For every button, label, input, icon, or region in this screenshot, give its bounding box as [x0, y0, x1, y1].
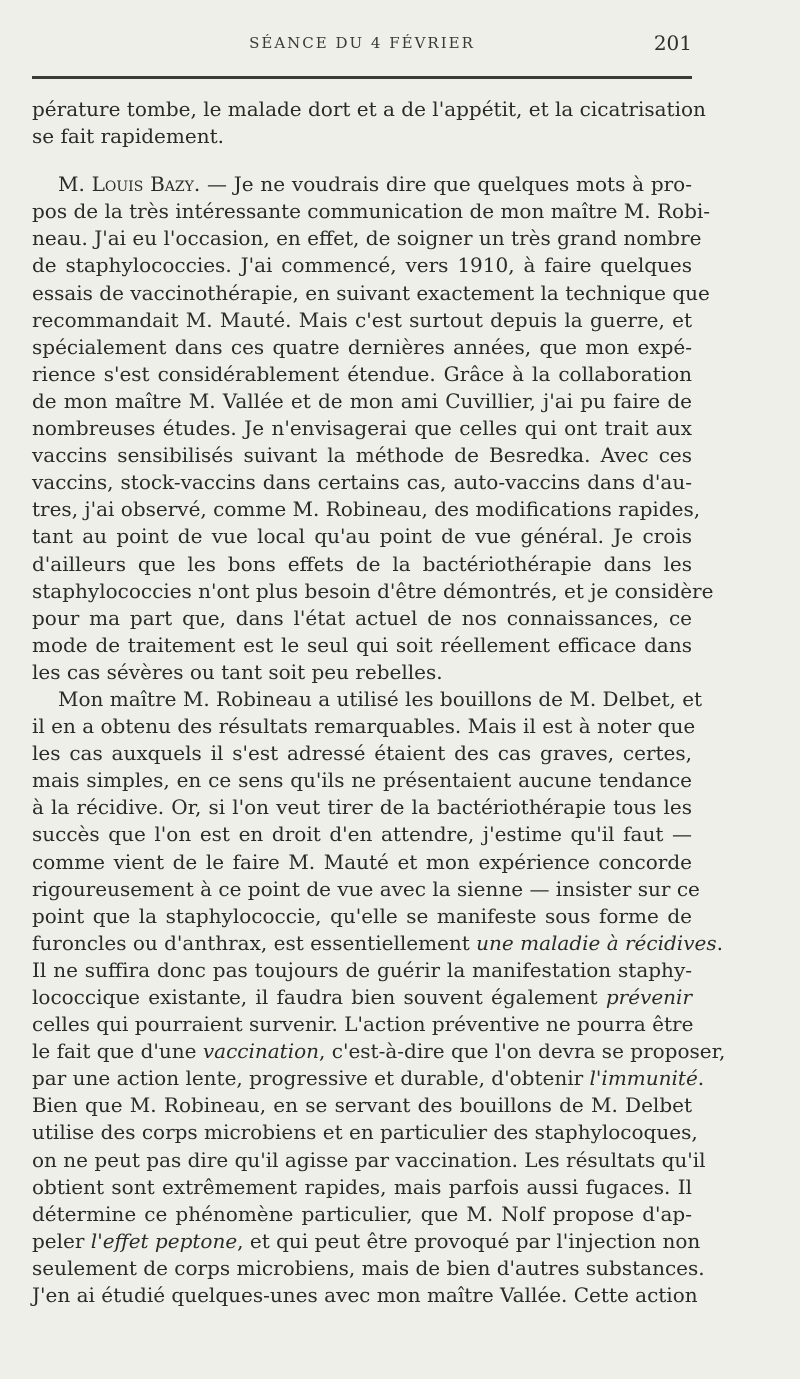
text-line: J'en ai étudié quelques-unes avec mon maître Vallée. Cette action: [32, 1283, 698, 1308]
text-line: rience s'est considérablement étendue. Grâce à la collaboration: [32, 361, 692, 386]
text-line: les cas sévères ou tant soit peu rebelles.: [32, 659, 443, 684]
text-line: seulement de corps microbiens, mais de bien d'autres substances.: [32, 1255, 705, 1280]
text-line: essais de vaccinothérapie, en suivant exactement la technique que: [32, 280, 710, 305]
text-line: utilise des corps microbiens et en particulier des staphylocoques,: [32, 1120, 698, 1145]
text-line: rigoureusement à ce point de vue avec la sienne — insister sur ce: [32, 876, 700, 901]
text-line: Mon maître M. Robineau a utilisé les bouillons de M. Delbet, et: [58, 686, 703, 711]
text-line: pérature tombe, le malade dort et a de l'appétit, et la cicatrisation: [32, 97, 706, 121]
text-line: le fait que d'une vaccination, c'est-à-dire que l'on devra se proposer,: [32, 1039, 726, 1064]
text-line: M. Louis Bazy. — Je ne voudrais dire que quelques mots à pro-: [58, 172, 692, 197]
text-line: mode de traitement est le seul qui soit réellement efficace dans: [32, 632, 692, 657]
text-line: se fait rapidement.: [32, 124, 224, 149]
text-line: détermine ce phénomène particulier, que M. Nolf propose d'ap-: [32, 1201, 692, 1226]
text-line: les cas auxquels il s'est adressé étaient des cas graves, certes,: [32, 741, 692, 766]
text-line: d'ailleurs que les bons effets de la bactériothérapie dans les: [32, 551, 692, 576]
paragraph: [32, 96, 706, 150]
text-line: Bien que M. Robineau, en se servant des bouillons de M. Delbet: [32, 1093, 692, 1118]
paragraph: [32, 171, 714, 686]
page-number: 201: [653, 31, 692, 55]
text-line: de staphylococcies. J'ai commencé, vers 1910, à faire quelques: [32, 253, 692, 278]
text-line: lococcique existante, il faudra bien souvent également prévenir: [32, 985, 692, 1009]
header-rule: [32, 76, 692, 79]
text-line: point que la staphylococcie, qu'elle se manifeste sous forme de: [32, 903, 692, 928]
text-line: pour ma part que, dans l'état actuel de nos connaissances, ce: [32, 605, 692, 630]
text-line: à la récidive. Or, si l'on veut tirer de la bactériothérapie tous les: [32, 795, 692, 820]
text-line: comme vient de le faire M. Mauté et mon expérience concorde: [32, 849, 692, 874]
text-line: il en a obtenu des résultats remarquables. Mais il est à noter que: [32, 714, 696, 739]
text-line: celles qui pourraient survenir. L'action préventive ne pourra être: [32, 1012, 694, 1037]
text-line: par une action lente, progressive et durable, d'obtenir l'immunité.: [32, 1066, 705, 1091]
text-line: tres, j'ai observé, comme M. Robineau, des modifications rapides,: [32, 497, 701, 522]
text-line: furoncles ou d'anthrax, est essentiellement une maladie à récidives.: [32, 930, 723, 955]
text-line: vaccins, stock-vaccins dans certains cas, auto-vaccins dans d'au-: [32, 470, 692, 495]
text-line: de mon maître M. Vallée et de mon ami Cuvillier, j'ai pu faire de: [32, 388, 692, 413]
text-line: pos de la très intéressante communication de mon maître M. Robi-: [32, 199, 711, 224]
text-line: succès que l'on est en droit d'en attendre, j'estime qu'il faut —: [32, 822, 692, 847]
text-line: on ne peut pas dire qu'il agisse par vaccination. Les résultats qu'il: [32, 1147, 706, 1172]
text-line: tant au point de vue local qu'au point de vue général. Je crois: [32, 524, 692, 549]
running-title: SÉANCE DU 4 FÉVRIER: [249, 34, 475, 52]
text-line: obtient sont extrêmement rapides, mais parfois aussi fugaces. Il: [32, 1174, 692, 1199]
text-line: neau. J'ai eu l'occasion, en effet, de soigner un très grand nombre: [32, 226, 702, 251]
text-line: Il ne suffira donc pas toujours de guérir la manifestation staphy-: [32, 957, 692, 982]
text-line: vaccins sensibilisés suivant la méthode de Besredka. Avec ces: [32, 443, 692, 468]
page-header: [32, 30, 692, 60]
text-line: mais simples, en ce sens qu'ils ne présentaient aucune tendance: [32, 768, 692, 793]
text-line: spécialement dans ces quatre dernières années, que mon expé-: [32, 334, 692, 359]
paragraph: [32, 686, 726, 1309]
text-line: peler l'effet peptone, et qui peut être provoqué par l'injection non: [32, 1228, 701, 1253]
text-line: nombreuses études. Je n'envisagerai que celles qui ont trait aux: [32, 416, 692, 441]
body-text: [32, 96, 726, 1309]
text-line: recommandait M. Mauté. Mais c'est surtout depuis la guerre, et: [32, 307, 692, 332]
paragraph-gap: [32, 150, 692, 171]
text-line: staphylococcies n'ont plus besoin d'être démontrés, et je considère: [32, 578, 714, 603]
